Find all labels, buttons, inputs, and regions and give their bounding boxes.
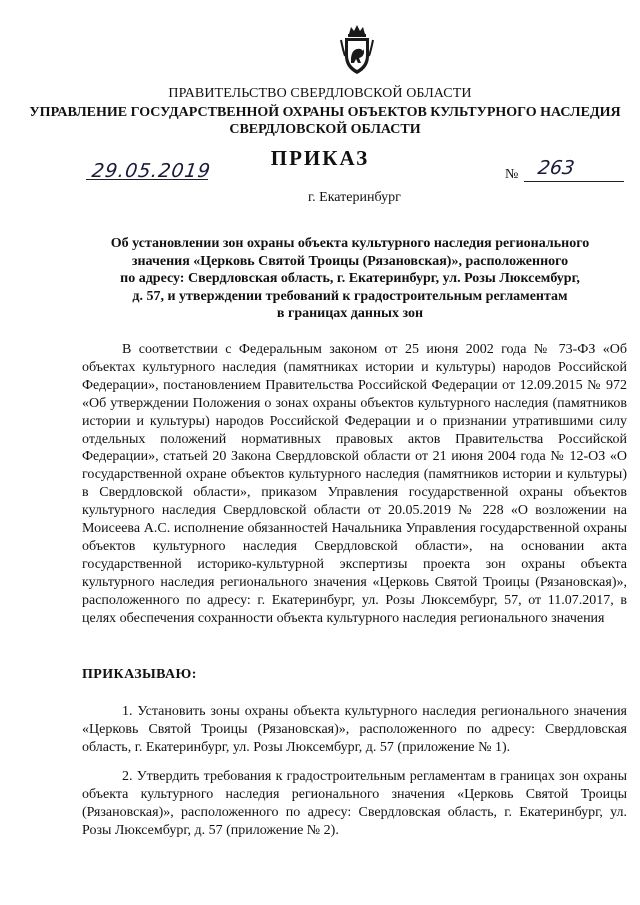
number-label: № <box>505 167 519 182</box>
order-number: 263 <box>536 157 576 179</box>
department-line-2: СВЕРДЛОВСКОЙ ОБЛАСТИ <box>229 122 421 137</box>
order-item-2: 2. Утвердить требования к градостроительным регламентам в границах зон охраны объекта культурного наследия регионального значения «Церковь Святой Троицы (Рязановская)», расположенного по адресу: Свердловская область, г. Екатеринбург, ул. Розы Люксембург, д. 57 (приложение № 2). <box>82 769 627 838</box>
order-date: 29.05.2019 <box>90 160 213 182</box>
document-type: ПРИКАЗ <box>270 146 370 170</box>
title-line-5: в границах данных зон <box>276 306 424 322</box>
document-title <box>70 235 630 323</box>
title-line-1: Об установлении зон охраны объекта культурного наследия регионального <box>110 236 590 251</box>
department-line-1: УПРАВЛЕНИЕ ГОСУДАРСТВЕННОЙ ОХРАНЫ ОБЪЕКТОВ КУЛЬТУРНОГО НАСЛЕДИЯ <box>29 105 621 120</box>
order-word: ПРИКАЗЫВАЮ: <box>82 667 197 682</box>
city: г. Екатеринбург <box>308 190 401 205</box>
preamble-paragraph: В соответствии с Федеральным законом от 25 июня 2002 года № 73-ФЗ «Об объектах культурного наследия (памятниках истории и культуры) народов Российской Федерации», постановлением Правительства Российской Федерации от 12.09.2015 № 972 «Об утверждении Положения о зонах охраны объектов культурного наследия (памятников истории и культуры) народов Российской Федерации и о признании утратившими силу отдельных положений нормативных правовых актов Правительства Российской Федерации», статьей 20 Закона Свердловской области от 21 июня 2004 года № 12-ОЗ «О государственной охране объектов культурного наследия (памятников истории и культуры) в Свердловской области», приказом Управления государственной охраны объектов культурного наследия Свердловской области от 20.05.2019 № 228 «О возложении на Моисеева А.С. исполнение обязанностей Начальника Управления государственной охраны объектов культурного наследия Свердловской области», на основании акта государственной историко-культурной экспертизы проекта зон охраны объекта культурного наследия регионального значения «Церковь Святой Троицы (Рязановская)», расположенного по адресу: г. Екатеринбург, ул. Розы Люксембург, 57, от 11.07.2017, в целях обеспечения сохранности объекта культурного наследия регионального значения <box>82 342 627 626</box>
date-underline <box>86 178 208 180</box>
title-line-2: значения «Церковь Святой Троицы (Рязановская)», расположенного <box>131 253 569 269</box>
department-name <box>0 104 640 138</box>
title-line-4: д. 57, и утверждении требований к градостроительным регламентам <box>132 288 568 304</box>
title-line-3: по адресу: Свердловская область, г. Екатеринбург, ул. Розы Люксембург, <box>120 271 580 287</box>
order-item-1: 1. Установить зоны охраны объекта культурного наследия регионального значения «Церковь Святой Троицы (Рязановская)», расположенного по адресу: Свердловская область, г. Екатеринбург, ул. Розы Люксембург, д. 57 (приложение № 1). <box>82 704 627 755</box>
number-underline <box>524 180 624 182</box>
government-name: ПРАВИТЕЛЬСТВО СВЕРДЛОВСКОЙ ОБЛАСТИ <box>168 86 472 101</box>
sverdlovsk-coat-of-arms-icon <box>337 24 377 76</box>
